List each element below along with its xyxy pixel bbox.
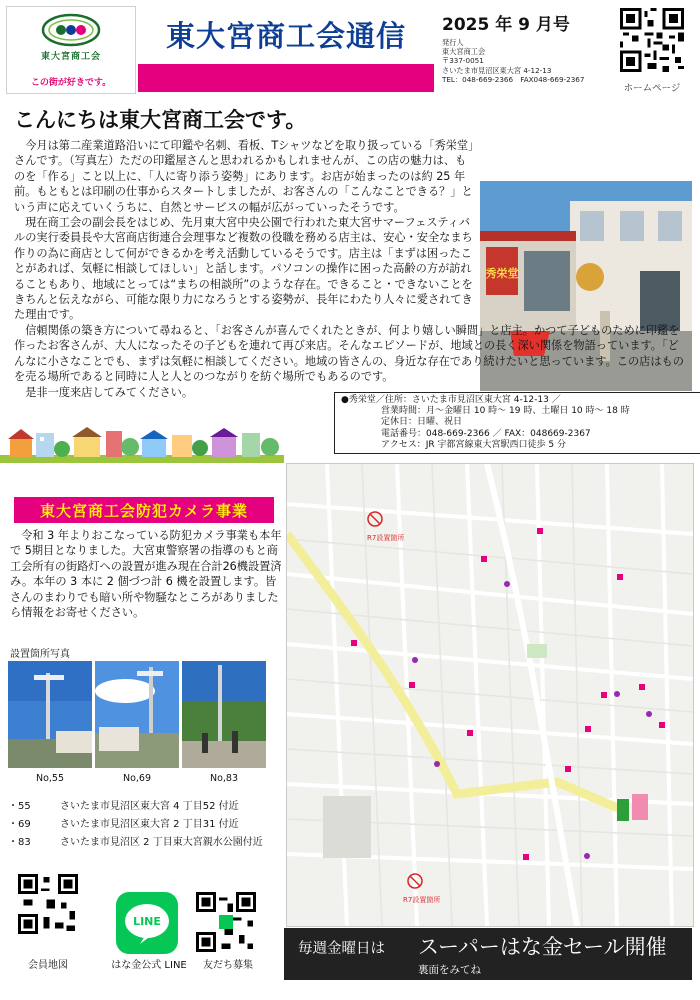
logo-slogan: この街が好きです。 bbox=[30, 78, 112, 88]
camera-paragraph: 令和 3 年よりおこなっている防犯カメラ事業も本年で 5期目となりました。大宮東警察署の指導のもと商工会所有の街路灯への設置が進み現在合計26機設置済み。本年の 3 本に 2 個づつ計 6 機を設置します。皆さんのまわりでも暗い所や物騒なところがありましたら情報をお寄せください。 bbox=[10, 529, 282, 620]
camera-section-body bbox=[10, 528, 282, 620]
line-icon[interactable] bbox=[116, 892, 178, 954]
camera-section-title: 東大宮商工会防犯カメラ事業 bbox=[39, 502, 248, 520]
sale-title: スーパーはな金セール開催 bbox=[418, 935, 667, 959]
article-paragraph: 今月は第二産業道路沿いにて印鑑や名刺、看板、Tシャツなどを取り扱っている「秀栄堂」さんです。（写真左）ただの印鑑屋さんと思われるかもしれませんが、この店の魅力は、ものを「作る」こと以上に、「人に寄り添う姿勢」にあります。お店が始まったのは約 25 年前。もともとは印刷の仕事からスタートしましたが、お客さんの「こんなことできる？」という声に応えていくうちに、自然とサービスの幅が広がっていったそうです。 bbox=[14, 139, 474, 214]
shop-info-box bbox=[334, 392, 700, 454]
line-official-label: はな金公式 LINE bbox=[111, 960, 187, 971]
logo-name: 東大宮商工会 bbox=[40, 52, 101, 62]
title-accent-bar bbox=[138, 64, 434, 92]
location-number: ・55 bbox=[8, 801, 31, 812]
shop-info-address: ●秀栄堂／住所：さいたま市見沼区東大宮 4-12-13 ／ bbox=[341, 395, 561, 405]
shop-info-phone: 電話番号：048-669-2366 ／ FAX：048669-2367 bbox=[381, 428, 591, 439]
publisher-line: TEL：048-669-2366 FAX048-669-2367 bbox=[442, 74, 585, 84]
homepage-qr-code-icon[interactable] bbox=[620, 8, 684, 72]
map-marker-label: R7設置箇所 bbox=[403, 896, 441, 904]
camera-location-row bbox=[4, 816, 300, 834]
town-illustration bbox=[0, 425, 284, 463]
shop-info-holiday: 定休日：日曜、祝日 bbox=[381, 417, 463, 428]
camera-photos-label: 設置箇所写真 bbox=[10, 649, 70, 660]
publisher-line: 〒337-0051 bbox=[442, 56, 484, 66]
camera-photo-83 bbox=[182, 661, 266, 768]
camera-location-row bbox=[4, 834, 300, 852]
sale-note: 裏面をみてね bbox=[418, 964, 481, 976]
camera-location-row bbox=[4, 798, 300, 816]
sale-prefix: 毎週金曜日は bbox=[298, 941, 385, 957]
publisher-info bbox=[442, 38, 617, 84]
location-address: さいたま市見沼区 2 丁目東大宮親水公園付近 bbox=[60, 837, 263, 848]
location-number: ・69 bbox=[8, 819, 31, 830]
shop-info-access: アクセス：JR 宇都宮線東大宮駅西口徒歩 5 分 bbox=[381, 439, 566, 450]
camera-photo-55 bbox=[8, 661, 92, 768]
article-body bbox=[14, 138, 696, 400]
location-address: さいたま市見沼区東大宮 4 丁目52 付近 bbox=[60, 801, 239, 812]
publisher-line: 発行人 bbox=[442, 38, 464, 47]
homepage-label: ホームページ bbox=[623, 83, 681, 94]
photo-caption-69: No,69 bbox=[122, 773, 152, 784]
line-friends-qr-code-icon[interactable] bbox=[196, 892, 256, 952]
publisher-line: 東大宮商工会 bbox=[442, 47, 486, 57]
member-map-label: 会員地図 bbox=[28, 960, 68, 971]
newsletter-title: 東大宮商工会通信 bbox=[165, 19, 406, 53]
logo-mark-icon bbox=[41, 13, 101, 47]
camera-location-map[interactable] bbox=[286, 463, 694, 927]
article-paragraph: 是非一度来店してみてください。 bbox=[25, 385, 194, 399]
shop-sign-text: 秀栄堂 bbox=[485, 267, 519, 280]
map-marker-label: R7設置箇所 bbox=[367, 534, 405, 542]
location-address: さいたま市見沼区東大宮 2 丁目31 付近 bbox=[60, 819, 239, 830]
photo-caption-83: No,83 bbox=[209, 773, 239, 784]
camera-photo-69 bbox=[95, 661, 179, 768]
article-paragraph: 現在商工会の副会長をはじめ、先月東大宮中央公園で行われた東大宮サマーフェスティバルの実行委員長や大宮商店街連合会理事など複数の役職を務める店主は、安心・安全なまち作りの為に商店として何ができるかを考え活動しているそうです。店主は「まずは困ったことがあれば、気軽に相談してほしい」と話します。パソコンの操作に困った高齢の方が訪れることもあり、地域にとっては“まちの相談所”のような存在。できること・できないことをきちんと伝えながら、可能な限り力になろうとする姿勢が、長年にわたり人々に愛されてきた理由です。 bbox=[14, 216, 473, 322]
camera-location-list bbox=[4, 798, 300, 852]
issue-date: 2025 年 9 月号 bbox=[442, 15, 570, 35]
member-map-qr-code-icon[interactable] bbox=[18, 874, 78, 934]
photo-caption-55: No,55 bbox=[35, 773, 65, 784]
newsletter-title-bar bbox=[138, 8, 434, 64]
logo-box bbox=[6, 6, 136, 94]
friends-recruit-label: 友だち募集 bbox=[203, 960, 253, 971]
article-paragraph: 信頼関係の築き方について尋ねると、「お客さんが喜んでくれたときが、何より嬉しい瞬間」と店主。かつて子どものために印鑑を作ったお客さんが、大人になったその子どもを連れて再び来店。そんなエピソードが、地域との長く深い関係を物語っています。「どんなに小さなことでも、まずは気軽に相談してください。地域の皆さんの、身近な存在であり続けたいと思っています。この店はものを売る場所であると同時に人と人とのつながりを紡ぐ場所でもあるのです。 bbox=[14, 323, 684, 384]
publisher-line: さいたま市見沼区東大宮 4-12-13 bbox=[442, 65, 552, 75]
shop-info-hours: 営業時間：月～金曜日 10 時～ 19 時、土曜日 10 時～ 18 時 bbox=[381, 406, 630, 417]
greeting-heading: こんにちは東大宮商工会です。 bbox=[14, 108, 307, 132]
location-number: ・83 bbox=[8, 837, 31, 848]
line-icon-text: LINE bbox=[133, 915, 161, 928]
